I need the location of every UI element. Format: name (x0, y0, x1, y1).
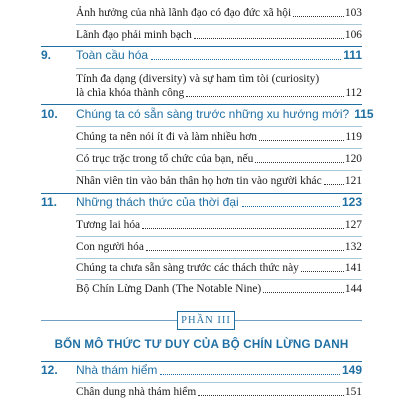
entry-label-line1: Tính đa dạng (diversity) và sự ham tìm tòi (curiosity) (76, 73, 320, 85)
entry-label: Có trục trặc trong tổ chức của bạn, nếu (76, 153, 254, 165)
chapter-divider (41, 104, 362, 105)
entry-page: 151 (344, 386, 362, 398)
entry-label: Chúng ta nên nói ít đi và làm nhiều hơn (76, 131, 257, 143)
entry-page: 144 (344, 283, 362, 295)
entry-divider (76, 148, 362, 149)
dot-leader (194, 37, 344, 39)
chapter-divider (41, 361, 362, 362)
entry-page: 106 (344, 29, 362, 41)
dot-leader (259, 139, 344, 141)
part-label: PHẦN III (177, 311, 235, 330)
entry-label: Chúng ta chưa sẵn sàng trước các thách thức này (76, 262, 299, 274)
entry-page: 120 (344, 153, 362, 165)
toc-entry (76, 261, 362, 275)
entry-page: 141 (344, 262, 362, 274)
dot-leader (255, 161, 344, 163)
chapter-divider (41, 46, 362, 47)
toc-entry (76, 28, 362, 42)
chapter-page: 123 (341, 195, 362, 209)
dot-leader (301, 270, 344, 272)
entry-divider (76, 214, 362, 215)
entry-page: 132 (344, 241, 362, 253)
chapter-title: Chúng ta có sẵn sàng trước những xu hướng mới? (76, 107, 350, 121)
chapter-title: Toàn cầu hóa (76, 48, 149, 62)
toc-entry (76, 174, 362, 188)
toc-entry (76, 240, 362, 254)
chapter-title: Những thách thức của thời đại (76, 195, 239, 209)
entry-label-line2: là chìa khóa thành công (76, 87, 185, 99)
chapter-number: 9. (41, 48, 52, 62)
dot-leader (142, 227, 344, 229)
toc-entry (76, 152, 362, 166)
chapter-page: 149 (341, 363, 362, 377)
part-title: BỐN MÔ THỨC TƯ DUY CỦA BỘ CHÍN LỪNG DANH (54, 338, 349, 351)
dot-leader (146, 249, 344, 251)
entry-label: Bộ Chín Lừng Danh (The Notable Nine) (76, 283, 262, 295)
entry-page: 112 (345, 87, 362, 99)
chapter-heading (41, 363, 362, 378)
entry-label: Chân dung nhà thám hiểm (76, 386, 197, 398)
dot-leader (198, 394, 344, 396)
chapter-divider (41, 193, 362, 194)
chapter-heading (41, 48, 362, 63)
entry-divider (76, 236, 362, 237)
entry-page: 103 (344, 7, 362, 19)
dot-leader (186, 95, 344, 97)
part-rule-right (235, 320, 362, 321)
entry-label: Tương lai hóa (76, 219, 141, 231)
toc-entry (76, 6, 362, 20)
toc-entry (76, 72, 362, 100)
entry-page: 127 (344, 219, 362, 231)
chapter-page: 111 (343, 48, 362, 62)
entry-label: Nhân viên tin vào bản thân họ hơn tin vào người khác (76, 175, 322, 187)
chapter-number: 12. (41, 363, 58, 377)
entry-page: 119 (345, 131, 362, 143)
entry-divider (76, 279, 362, 280)
entry-label: Con người hóa (76, 241, 144, 253)
entry-label: Ảnh hưởng của nhà lãnh đạo có đạo đức xã hội (76, 7, 292, 19)
chapter-page: 115 (354, 107, 374, 121)
entry-divider (76, 24, 362, 25)
entry-divider (76, 382, 362, 383)
toc-entry (76, 282, 362, 296)
part-rule-left (41, 320, 177, 321)
chapter-heading (41, 107, 374, 122)
toc-entry (76, 385, 362, 399)
entry-divider (76, 126, 362, 127)
toc-entry (76, 218, 362, 232)
dot-leader (324, 183, 344, 185)
dot-leader (151, 58, 341, 60)
entry-divider (76, 68, 362, 69)
entry-divider (76, 170, 362, 171)
dot-leader (293, 15, 344, 17)
dot-leader (263, 291, 344, 293)
toc-entry (76, 130, 362, 144)
chapter-number: 10. (41, 107, 58, 121)
chapter-heading (41, 195, 362, 210)
dot-leader (160, 373, 340, 375)
chapter-number: 11. (41, 195, 58, 209)
entry-divider (76, 258, 362, 259)
dot-leader (242, 205, 340, 207)
entry-label: Lãnh đạo phải minh bạch (76, 29, 192, 41)
chapter-title: Nhà thám hiểm (76, 363, 158, 377)
entry-page: 121 (344, 175, 362, 187)
